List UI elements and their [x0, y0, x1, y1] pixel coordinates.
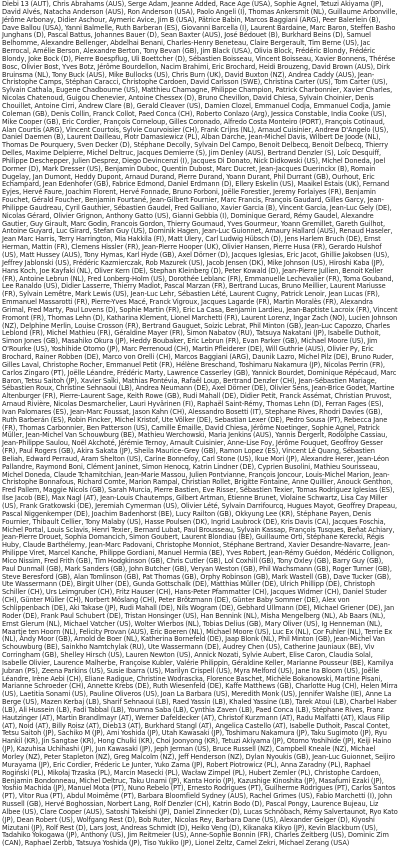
musician-credits-text: Diebi 13 (AUT), Chris Abrahams (AUS), Serge Adam, Jeanne Added, Race Age (USA), Sophie Agnel, Tetuzi Akiyama (JP), David Alvés, Natacha Anderson (AUS), Ron Anderson (USA), Paolo Angeli (I), Thomas Ankersmit (NL), Guillaume Arbonville, Jérôme Arbonay, Didier Aschour, Aymeric Avice, Jim B (USA), Pätrice Babin, Marcos Baggiani (ARG), Peer Balerlein (B), Dave Ballou (USA), Yanni Balmelle, Ruth Barberan (ES), Giovanni Barcella (I), Laurent Bardaine, Marc Baron, Steffen Basho Junghans (D), Pascal Battus, Johannes Bauer (D), Sean Baxter (AUS), José Bédouet (B), Burkhard Beins (D), Samuel Belhomme, Alexandre Bellenger, Abdelhai Benani, Charles-Henry Beneteau, Claire Bergerault, Tim Berne (US), Jac Berrocal, Amélie Berson, Alexandre Berton, Tony Bevan (GB), Jim Black (USA), Olivia Block, Frédéric Blondy, Frédéric Blondy, Joke Bock (D), Pierre Boespflug, Uli Boettcher (D), Sébastien Boisseau, Vincent Boisseau, Xavier Bonnens, Thérése Bosc, Olivier Bost, Yves Botz, Jérôme Bourdellon, Nacim Brahimi, Eric Brochard, Heidi Brouzeng, David Brown (AUS), Dirk Bruinsma (NL), Tony Buck (AUS), Mike Bullocks (US), Chris Burn (UK), David Buxton (NZ), Andrea Caddy (AUS), Jean-Christophe Camps, Stéphan Caracci, Christophe Cardoen, David Carlsson (SWE), Christina Carter (US), Tom Carter (US), Sylvain Cathala, Eugene Chadbourne (US), Matthieu Chamagne, Philippe Champion, Patrick Charbonnier, Xavier Charles, Nicolas Chatenoud, Guigou Chenevier, Antoine Chessex (D), Bruno Chevillon, David Chiesa, Sylvain Choinier, Denis Chouillet, Antoine Cirri, Andrew Clare (B), Gerald Cleaver (US), Damien Clozel, Emmanuel Codja, Emmanuel Codja, Jamie Coleman (GB), Denis Collin, Franck Collot, Paed Conca (CH), Roberto Conlazo (Arg), Jessica Constable, India Cooke (US), Mike Cooper (GB), Eric Cordier, François Corneloup, Gilles Coronado, Alfredo Costa Monteiro (PORT), François Cotinaud, Alan Courtis (ARG), Vincent Courtois, Sylvie Courvoisier (CH), Frank Crijns (NL), Arnaud Cuisinier, Andrew D'Angelo (US), Daniel Daemen (B), Laurent Dailleau, Piotr Damasiewicz (PL), Alban Darche, Jean-Michel Davis, Wilbert De Joode (NL), Thomas De Pourquery, Sven Decker (D), Stéphane Decolly, Sylvain Del Campo, Benoit Delbecq, Benoit Delbecq, Thierry Delles, Maxime Delpierre, Michel Deltruc, Jacques Demierre (S), Jim Denley (AUS), Bertrand Denzler (S), Loïc Desquiff, Philippe Deschepper, Julien Desprez, Diego Devincenzi (I), Jacques Di Donato, Nick Didkowski (US), Michel Doneda, Joel Dormer (D), Mark Dresser (US), Benjamin Duboc, Quentin Dubost, Marc Ducret, Jean-Jacques Duerinckx (B), Romain Dugelay, Jan Dumont, Heddy Dupont, Arnaud Durand, Pierre Durand, Yoann Durant, Phil Durrant (GB), Ourhout, Eric Echampard, Jean Edenhofer (GB), Fabrice Edmond, Daniel Erdmann (D), Ellery Eskelin (US), Maaikel Estais (UK), Fernand Eyjes, Hervé Faure, Joachim Florent, Hervé Fonnade, Bruno Forboni, Joëlle Forestier, Jeremy Forlaiyes (FR), Benjamin Fouchet, Gérald Foucher, Benjamin Fourtané, Jean-Gilbert Fournier, Marc Francis, François Gaudard, Gilles Garcy, Jean-Philippe Gaudreau, Cyril Gauthier, Sébastien Gaudel, Fred Galliano, Xavier Garcia (B), Vincent Garcia, Jean-Luc Gely (DE), Nicolas Gérard, Olivier Grignon, Anthony Gatto (US), Gianni Gebbia (I), Dominique Gerard, Rémy Gaudel, Alexandre Gautier, Guy Girault, Marc Godin, Francois Gordon, Thierry Goumaud, Yves Gourmeur, Yoann Gremillet, Gareth Guilhot, Antoine Guyard, Luc Girard, Stefan Guy (US), Dominik Hagen, Jean-Luc Guionnet, Amaury Hallard (AUS), Renaud Haseler, Jean Marc Harris, Terry Harrington, Mia Hakkila (FI), Matt Ulery, Carl Ludwig Hübsch (D), Jens Harlem Bruch (DE), Ernst Herman, Mattin (FR), Clemens Hissler (FR), Jean-Pierre Hooper (UK), Olivier Hansen, Pierre Husa (FR), Gerardo Hulshof (US), Matt Hussey (AUS), Tony Hymas, Karl Hyde (GB), Axel Dörner (D), Jacques Iglesias, Eric Jacot, Ghillie Jakobsen (US), Jeffrey Jablonski (US), Frédéric Kazmierczak, Rob Mazurek (US), Jacob Jensen (DK), Mike Johnson (US), Hiroshi Kaba (JP), Hans Koch, Joe Kayfaki (NL), Oliver Kern (DE), Stephan Kleinberg (D), Peter Kowald (D), Jean-Pierre Jullien, Benoit Keller (FR), Antoine Lebrun (NL), Fred Lonberg-Holm (US), Dorothée Leblanc (FR), Emmanuelle Lechevalier (FR), Toma Gouband, Lee Ranaldo (US), Didier Lasserre, Thierry Madiot, Pascal Marzan (FR), Bertrand Lucas, Bruno Meillier, Laurent Mariusse (FR), Sylvain Lemêtre, Mark Lewis (US), Jean-Luc Lehr, Sébastien Lété, Laurent Cugny, Patrick Lenoir, Jean Lucas (FR), Emmanuel Massarotti (FR), Pierre-Yves Macé, Franck Vigroux, Jacques Lagarde (FR), Martin Moralès (FR), Alexandra Grimal, Fred Marty, Paul Lovens (D), Sophie Martin (FR), Eric La Casa, Benjamin Lardieu, Jean-Baptiste Lacroix (FR), Vincent Fromont (FR), Thomas Lehn (D), Katharina Klement, Lionel Marchetti (FR), Laurent Lorenz, Ingar Zach (NO), Lucien Johnson (NZ), Delphine Merlin, Louise Crosson (FR), Bertrand Gauguet, Soizic Lebrat, Phil Minton (GB), Jean-Luc Capozzo, Charles Leblond (FR), Michel Mathieu (FR), Géraldine Mayer (FR), Simon Nabatov (RU), Tatsuya Nakatani (JP), Isabelle Duthoit, Simon Jones (GB), Masahiko Okura (JP), Heddy Boubaker, Eric Lebrun (FR), Evan Parker (GB), Michael Moore (US), Jim O'Rourke (US), Yoshihide Otomo (JP), Marc Perrenoud (CH), Martin Pfleiderer (DE), Will Guthrie (AUS), Olivier Py, Eric Brochard, Rainer Robben (DE), Marco von Orelli (CH), Marcos Baggiani (ARG), Daunik Lazro, Michel Pilz (DE), Bruno Ruder, Gilles Laval, Christophe Rocher, Emmanuel Petit (FR), Hélène Breschand, Toshimaru Nakamura (JP), Nicolas Perrin (FR), Carlos Zingaro (PT), Joëlle Léandre, Frédéric Marty, Lawrence Casserley (GB), Yannick Bourdet, Dominique Répécaud, Marc Baron, Tetsu Saitoh (JP), Xavier Saïki, Mathias Pontévia, Rafaël Loup, Bertrand Denzler (CH), Jean-Sébastien Mariage, Sébastien Roux, Christine Sehnaoui (LB), Andrea Neumann (DE), Axel Dörner (DE), Olivier Sens, Jean-Brice Godet, Martine Altenburger (FR), Pierre-Laurent Sage, Keith Rowe (GB), Rudi Mahall (DE), Didier Petit, Franck Assémat, Christian Pruvost, Arnaud Rivière, Nicolas Desmarchelier, Lauri Hyvärinen (FI), Raphaël Saint-Rémy, Thomas Lehn (D), Ferran Fages (ES), Ivan Palomares (ES), Jean-Marc Foussat, Jason Kahn (CH), Alessandro Bosetti (IT), Stephane Rives, Rhodri Davies (GB), Ruth Barberán (ES), Robin Fincker, Michel Kristof, Ute Völker (DE), Sebastian Lexer (DE), Pedro Sousa (PT), Rebecca Jane (FR), Thomas Carbonnier, Ben Patterson (US), Camille Émaille, David Chiesa, Jérôme Noetinger, Sophie Agnel, Patrick Müller, Jean-Michel Van Schouwburg (BE), Mathieu Werchowski, Maria Jenkins (AUS), Yannis Dergerlt, Rodolphe Cassiau, Jean-Philippe Saulou, Noël Akchoté, Jérémie Ternoy, Arnault Cuisinier, Anne-Lise Foy, Jérôme Fouquet, Geoffroy Gesser (FR), Paul Rogers (GB), Akira Sakata (JP), Sheila Maurice-Grey (GB), Ramon Lopez (ES), Vincent Lê Quang, Sébastien Beliah, Edward Perraud, Aram Shelton (US), Carine Bonnefoy, Carl Stone (US), Ikue Mori (JP), Alexandre Herer, Jean-Léon Pallandre, Raymond Boni, Clément Janinet, Simon Henocq, Katrin Lindner (DE), Cyprien Busolini, Mathieu Sourisseau, Michel Doneda, Claude Tchamitchian, Jean-Marie Massou, Julien Pontvianne, François Joncour, Louis-Michel Marion, Jean-Christophe Bonnafous, Richard Comte, Marion Rampal, Christian Rollet, Brigitte Fontaine, Anne Quillier, Anouck Genthon, Fred Pallem, Maggie Nicols (GB), Sarah Murcia, Pierre Bastien, Eve Risser, Sébastien Texier, Tomas Rodriguez Iglesias (ES), Ilse Jacob (BE), Max Nagl (AT), Jean-Louis Chautemps, Gilbert Artman, Étienne Brunet, Violaine Schwartz, Lisa Cay Miller (US), Frank Gratkowski (DE), Jeremiah Cymerman (US), Olivier Lété, Sylvain Darrifourcq, Hugues Mayot, Geoffrey Drapeau, Pascal Niggenkemper (DE), Joachim Badenhorst (BE), Lucy Railton (GB), Okkyung Lee (KR), Stéphane Payen, Denis Fournier, Thibault Cellier, Tony Malaby (US), Hasse Poulsen (DK), Ingrid Laubrock (DE), Kris Davis (CA), Jacques Foschia, Michel Portal, Louis Sclavis, Henri Texier, Bernard Lubat, Paul Brousseau, Sylvain Kassap, François Tusques, Beñat Achiary, Jean-Pierre Drouet, Sophia Domancich, Simon Goubert, Laurent Blondiau (BE), Guillaume Orti, Stéphane Kerecki, Régis Huby, Claude Barthélemy, Jean-Marc Padovani, Christophe Monniot, Stéphane Bertrand, Xavier Desandre-Navarre, Jean-Philippe Viret, Marcel Kanche, Philippe Gordiani, Manuel Hermia (BE), Yves Robert, Jean-Rémy Guédon, Médéric Collignon, Mico Nissim, Fred Frith (GB), Tim Hodgkinson (GB), Chris Cutler (GB), Lol Coxhill (GB), Tony Oxley (GB), Barry Guy (GB), Paul Dunmall (GB), Mark Sanders (GB), John Butcher (GB), Veryan Weston (GB), Phil Wachsmann (GB), Roger Turner (GB), Steve Beresford (GB), Alan Tomlinson (GB), Pat Thomas (GB), Orphy Robinson (GB), Mark Wastell (GB), Dave Tucker (GB), Ute Wassermann (DE), Birgit Ulher (DE), Gunda Gottschalk (DE), Matthias Müller (DE), Ulrich Phillipp (DE), Christoph Schiller (CH), Urs Leimgruber (CH), Fritz Hauser (CH), Hans-Peter Pfammatter (CH), Jacques Widmer (CH), Daniel Studer (CH), Günter Müller (CH), Norbert Möslang (CH), Peter Brötzmann (DE), Günter Baby Sommer (DE), Alex von Schlippenbach (DE), Aki Takase (JP), Rudi Mahall (DE), Nils Wogram (DE), Gebhard Ullmann (DE), Michael Griener (DE), Jan Roder (DE), Frank Paul Schubert (DE), Tristan Honsinger (US), Han Bennink (NL), Misha Mengelberg (NL), Ab Baars (NL), Ernst Glerum (NL), Michael Vatcher (US), Wolter Wierbos (NL), Tobias Delius (GB), Mary Oliver (US), Ig Henneman (NL), Maartje ten Hoorn (NL), Felicity Provan (AUS), Eric Boeren (NL), Michael Moore (US), Luc Ex (NL), Cor Fuhler (NL), Terrie Ex (NL), Andy Moor (GB), Arnold de Boer (NL), Katherina Bornefeld (DE), Jaap Blonk (NL), Phil Minton (GB), Jean-Michel Van Schouwburg (BE), Sainkho Namtchylak (RU), Ute Wassermann (DE), Audrey Chen (US), Catherine Jauniaux (BE), Viv Corringham (GB), Shelley Hirsch (US), Lauren Newton (US), Annick Nozati, Sylvie Aubert, Elise Caron, Claudia Solal, Isabelle Olivier, Laurence Malherbe, Françoise Kubler, Valérie Philippin, Géraldine Keller, Marianne Pousseur (BE), Kamilya Jubran (PS), Zeena Parkins (US), Susie Ibarra (US), Marilyn Crispell (US), Myra Melford (US), Jane Ira Bloom (US), Joëlle Léandre, Irène Aebi (CH), Eliane Radigue, Christine Wodrascka, Florence Baschet, Michèle Bokanowski, Martine Pisani, Marianne Schroeder (CH), Annette Krebs (DE), Ruth Wiesenfeld (DE), Kaffe Matthews (GB), Charlotte Hug (CH), Helen Mirra (US), Laetitia Sonami (US), Pauline Oliveros (US), Joan La Barbara (US), Meredith Monk (US), Jennifer Walshe (IE), Anne La Berge (US), Mazen Kerbaj (LB), Sharif Sehnaoui (LB), Raed Yassin (LB), Khaled Yassine (LB), Tarek Atoui (LB), Charbel Haber (LB), Ali Hussein (LB), Fadi Tabbal (LB), Youmna Saba (LB), Cynthia Zaven (LB), Paed Conca (LB), Stéphane Rives, Franz Hautzinger (AT), Martin Brandlmayr (AT), Werner Dafeldecker (AT), Christof Kurzmann (AT), Radu Malfatti (AT), Klaus Filip (AT), Noid (AT), Billy Roisz (AT), Dieb13 (AT), Burkhard Stangl (AT), Angelica Castello (AT), Isabelle Duthoit, Pascal Contet, Tetsu Saitoh (JP), Sachiko M (JP), Ami Yoshida (JP), Utah Kawasaki (JP), Toshimaru Nakamura (JP), Taku Sugimoto (JP), Ryu Hankil (KR), Jin Sangtae (KR), Hong Chulki (KR), Choi Joonyong (KR), Tetuzi Akiyama (JP), Otomo Yoshihide (JP), Keiji Haino (JP), Kazuhisa Uchihashi (JP), Jun Kawasaki (JP), Jeph Jerman (US), Bruce Russell (NZ), Campbell Kneale (NZ), Michael Morley (NZ), Peter Stapleton (NZ), Greg Malcolm (NZ), Jeff Henderson (NZ), Dylan Nyoukis (GB), Jean-Luc Guionnet, Seijiro Murayama (JP), Eric Cordier, Fréderic Le Junter, Yuko Zama (JP), Robert Piotrowicz (PL), Anna Zaradny (PL), Raphael Rogiński (PL), Mikołaj Trzaska (PL), Marcin Masecki (PL), Wacław Zimpel (PL), Hubert Zemler (PL), Christophe Cardoen, Benjamin Bondonneau, Michel Deltruc, Taku Unami (JP), Kanta Horio (JP), Kazushige Kinoshita (JP), Masafumi Ezaki (JP), Yoshio Machida (JP), Manuel Mota (PT), Nuno Rebelo (PT), Ernesto Rodrigues (PT), Guilherme Rodrigues (PT), Carlos Santos (PT), Vitor Rua (PT), Abdul Moimême (PT), Barbara Bloomfield Sydney (AUS), Rachel Grimes (US), Fabio Marchetti (I), John Russell (GB), Hervé Boghossian, Norbert Lang, Rolf Denzler (CH), Katrin Bodo (D), Pascal Pongy, Laurence Bujeau, Liz Albee (US), Clare Cooper (AUS), Satoshi Takeishi (JP), Daniel Zinnecker (D), Lucas Schnöbach, Rémy Salvertaunot, Ryo Kato (JP), Dean Robert (US), Wolfgang Rest (D), Bob Ruter, Nicolas Rey, Barbara Dane (US), Alexander Geiger (D), Kiyoshi Mizutani (JP), Rolf Rest (D), Lars Jost, Andreas Schmidt (D), Heiko Veng (D), Kikanaka Kikyo (JP), Kevin Blackburn (US), Tadahiko Yokogawa (JP), Anthony (US), Jim Reitmeier (US), Anne-Sophie Bonnin (FR), Charles Zeitberg (US), Dominic Zim (CAN), Raphael Zerbb, Tatsuya Yoshida (JP), Tiso Yukiko (JP), Lionel Zeltz, Camel Zekri, Michael Zerang (USA) [2, 0, 398, 848]
